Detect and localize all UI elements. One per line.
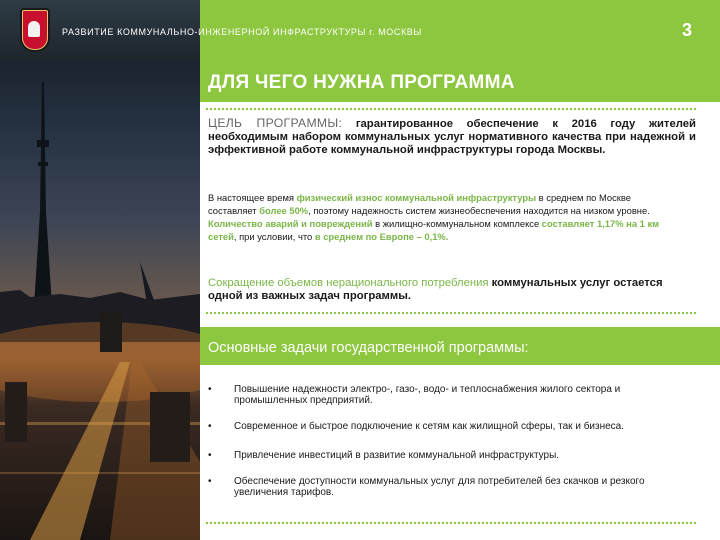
task-text: Современное и быстрое подключение к сетям как жилищной сферы, так и бизнеса. — [234, 421, 625, 432]
paragraph-highlight: составляет 1,17% на 1 км сетей — [208, 218, 660, 242]
dotted-divider-top — [206, 108, 696, 110]
summary-highlight: Сокращение объемов нерационального потребления — [208, 277, 489, 289]
paragraph-highlight: физический износ коммунальной инфраструктуры — [296, 192, 537, 203]
bullet-icon: • — [208, 421, 212, 432]
bullet-icon: • — [208, 384, 212, 395]
wear-paragraph — [208, 191, 678, 243]
paragraph-highlight: в среднем по Европе – 0,1%. — [314, 231, 449, 242]
goal-text: гарантированное обеспечение к 2016 году жителей необходимым набором коммунальных услуг нормативного качества при надежной и эффективной работе коммунальной инфраструктуры города Москвы. — [208, 118, 696, 156]
paragraph-highlight: более 50% — [259, 205, 309, 216]
task-text: Обеспечение доступности коммунальных услуг для потребителей без скачков и резкого увеличения тарифов. — [234, 476, 645, 498]
paragraph-text: В настоящее время — [208, 192, 297, 203]
paragraph-highlight: Количество аварий и повреждений — [208, 218, 373, 229]
tasks-title: Основные задачи государственной программы: — [208, 340, 529, 356]
paragraph-text: , при условии, что — [233, 231, 315, 242]
goal-statement — [208, 117, 696, 157]
task-text: Повышение надежности электро-, газо-, водо- и теплоснабжения жилого сектора и промышленных предприятий. — [234, 384, 621, 406]
paragraph-text: в среднем по Москве составляет — [208, 192, 631, 216]
section-title: ДЛЯ ЧЕГО НУЖНА ПРОГРАММА — [208, 72, 515, 93]
dotted-divider-middle — [206, 312, 696, 314]
dotted-divider-bottom — [206, 522, 696, 524]
list-item — [208, 450, 688, 461]
goal-label: ЦЕЛЬ ПРОГРАММЫ: — [208, 116, 343, 130]
summary-statement — [208, 277, 698, 303]
paragraph-text: в жилищно-коммунальном комплексе — [372, 218, 542, 229]
header-bar — [0, 0, 720, 62]
list-item — [208, 421, 688, 432]
page-number: 3 — [681, 20, 692, 40]
tasks-list — [208, 384, 688, 498]
list-item — [208, 384, 688, 406]
task-text: Привлечение инвестиций в развитие коммунальной инфраструктуры. — [234, 450, 560, 461]
bullet-icon: • — [208, 450, 212, 461]
paragraph-text: , поэтому надежность систем жизнеобеспечения находится на низком уровне. — [308, 205, 650, 216]
bullet-icon: • — [208, 476, 212, 487]
city-night-photo — [0, 62, 200, 540]
list-item — [208, 476, 688, 498]
header-title: РАЗВИТИЕ КОММУНАЛЬНО-ИНЖЕНЕРНОЙ ИНФРАСТРУКТУРЫ г. МОСКВЫ — [62, 27, 422, 37]
moscow-coat-of-arms-icon — [22, 10, 48, 50]
summary-text: коммунальных услуг остается одной из важных задач программы. — [208, 277, 663, 302]
